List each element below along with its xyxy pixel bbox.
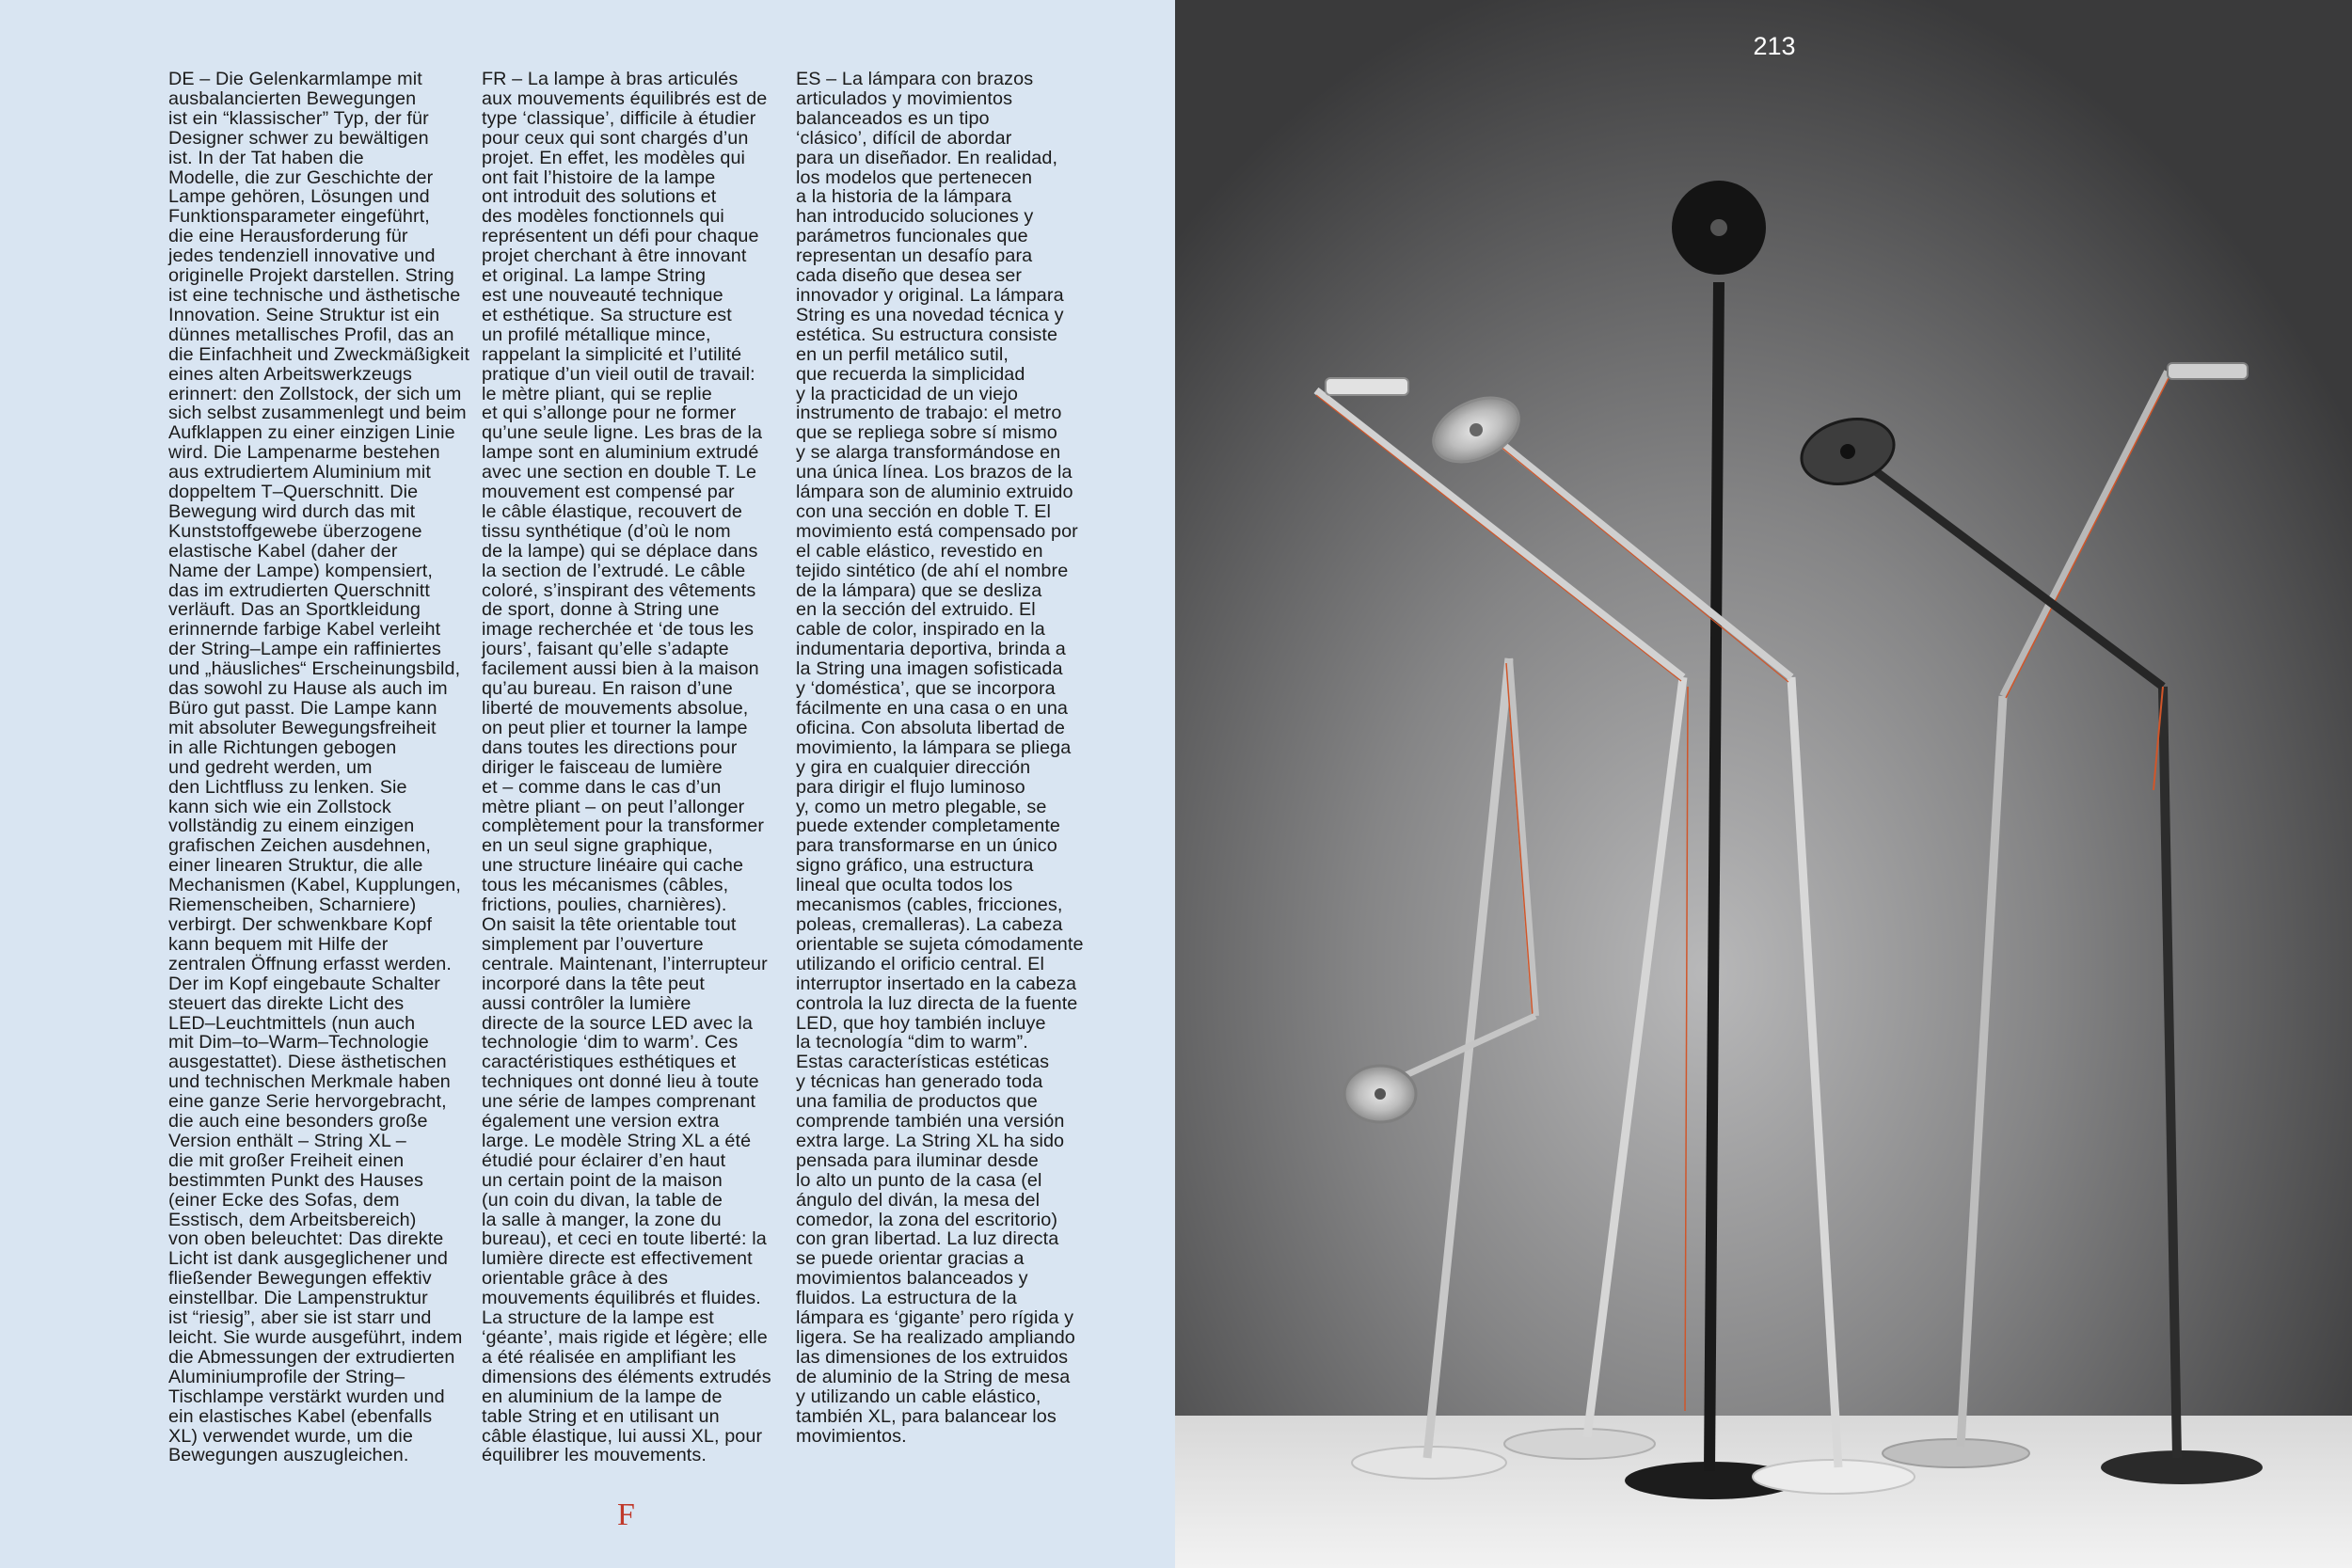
text-column-german: DE – Die Gelenkarmlampe mit ausbalancierten Bewegungen ist ein “klassischer” Typ, der für Designer schwer zu bewältigen ist. In der Tat haben die Modelle, die zur Geschichte der Lampe gehören, Lösungen und Funktionsparameter eingeführt, die eine Herausforderung für jedes tendenziell innovative und originelle Projekt darstellen. String ist eine technische und ästhetische Innovation. Seine Struktur ist ein dünnes metallisches Profil, das an die Einfachheit und Zweckmäßigkeit eines alten Arbeitswerkzeugs erinnert: den Zollstock, der sich um sich selbst zusammenlegt und beim Aufklappen zu einer einzigen Linie wird. Die Lampenarme bestehen aus extrudiertem Aluminium mit doppeltem T–Querschnitt. Die Bewegung wird durch das mit Kunststoffgewebe überzogene elastische Kabel (daher der Name der Lampe) kompensiert, das im extrudierten Querschnitt verläuft. Das an Sportkleidung erinnernde farbige Kabel verleiht der String–Lampe ein raffiniertes und „häusliches“ Erscheinungsbild, das sowohl zu Hause als auch im Büro gut passt. Die Lampe kann mit absoluter Bewegungsfreiheit in alle Richtungen gebogen und gedreht werden, um den Lichtfluss zu lenken. Sie kann sich wie ein Zollstock vollständig zu einem einzigen grafischen Zeichen ausdehnen, einer linearen Struktur, die alle Mechanismen (Kabel, Kupplungen, Riemenscheiben, Scharniere) verbirgt. Der schwenkbare Kopf kann bequem mit Hilfe der zentralen Öffnung erfasst werden. Der im Kopf eingebaute Schalter steuert das direkte Licht des LED–Leuchtmittels (nun auch mit Dim–to–Warm–Technologie ausgestattet). Diese ästhetischen und technischen Merkmale haben eine ganze Serie hervorgebracht, die auch eine besonders große Version enthält – String XL – die mit großer Freiheit einen bestimmten Punkt des Hauses (einer Ecke des Sofas, dem Esstisch, dem Arbeitsbereich) von oben beleuchtet: Das direkte Licht ist dank ausgeglichener und fließender Bewegungen effektiv einstellbar. Die Lampenstruktur ist “riesig”, aber sie ist starr und leicht. Sie wurde ausgeführt, indem die Abmessungen der extrudierten Aluminiumprofile der String– Tischlampe verstärkt wurden und ein elastisches Kabel (ebenfalls XL) verwendet wurde, um die Bewegungen auszugleichen. [168,69,470,1466]
left-page [0,0,1175,1568]
text-column-french: FR – La lampe à bras articulés aux mouvements équilibrés est de type ‘classique’, difficile à étudier pour ceux qui sont chargés d’un projet. En effet, les modèles qui ont fait l’histoire de la lampe ont introduit des solutions et des modèles fonctionnels qui représentent un défi pour chaque projet cherchant à être innovant et original. La lampe String est une nouveauté technique et esthétique. Sa structure est un profilé métallique mince, rappelant la simplicité et l’utilité pratique d’un vieil outil de travail: le mètre pliant, qui se replie et qui s’allonge pour ne former qu’une seule ligne. Les bras de la lampe sont en aluminium extrudé avec une section en double T. Le mouvement est compensé par le câble élastique, recouvert de tissu synthétique (d’où le nom de la lampe) qui se déplace dans la section de l’extrudé. Le câble coloré, s’inspirant des vêtements de sport, donne à String une image recherchée et ‘de tous les jours’, faisant qu’elle s’adapte facilement aussi bien à la maison qu’au bureau. En raison d’une liberté de mouvements absolue, on peut plier et tourner la lampe dans toutes les directions pour diriger le faisceau de lumière et – comme dans le cas d’un mètre pliant – on peut l’allonger complètement pour la transformer en un seul signe graphique, une structure linéaire qui cache tous les mécanismes (câbles, frictions, poulies, charnières). On saisit la tête orientable tout simplement par l’ouverture centrale. Maintenant, l’interrupteur incorporé dans la tête peut aussi contrôler la lumière directe de la source LED avec la technologie ‘dim to warm’. Ces caractéristiques esthétiques et techniques ont donné lieu à toute une série de lampes comprenant également une version extra large. Le modèle String XL a été étudié pour éclairer d’en haut un certain point de la maison (un coin du divan, la table de la salle à manger, la zone du bureau), et ceci en toute liberté: la lumière directe est effectivement orientable grâce à des mouvements équilibrés et fluides. La structure de la lampe est ‘géante’, mais rigide et légère; elle a été réalisée en amplifiant les dimensions des éléments extrudés en aluminium de la lampe de table String et en utilisant un câble élastique, lui aussi XL, pour équilibrer les mouvements. [482,69,771,1466]
string-lamps-photo [1175,0,2352,1568]
section-letter-f: F [617,1497,635,1532]
right-page-photo [1175,0,2352,1568]
text-column-spanish: ES – La lámpara con brazos articulados y movimientos balanceados es un tipo ‘clásico’, difícil de abordar para un diseñador. En realidad, los modelos que pertenecen a la historia de la lámpara han introducido soluciones y parámetros funcionales que representan un desafío para cada diseño que desea ser innovador y original. La lámpara String es una novedad técnica y estética. Su estructura consiste en un perfil metálico sutil, que recuerda la simplicidad y la practicidad de un viejo instrumento de trabajo: el metro que se repliega sobre sí mismo y se alarga transformándose en una única línea. Los brazos de la lámpara son de aluminio extruido con una sección en doble T. El movimiento está compensado por el cable elástico, revestido en tejido sintético (de ahí el nombre de la lámpara) que se desliza en la sección del extruido. El cable de color, inspirado en la indumentaria deportiva, brinda a la String una imagen sofisticada y ‘doméstica’, que se incorpora fácilmente en una casa o en una oficina. Con absoluta libertad de movimiento, la lámpara se pliega y gira en cualquier dirección para dirigir el flujo luminoso y, como un metro plegable, se puede extender completamente para transformarse en un único signo gráfico, una estructura lineal que oculta todos los mecanismos (cables, fricciones, poleas, cremalleras). La cabeza orientable se sujeta cómodamente utilizando el orificio central. El interruptor insertado en la cabeza controla la luz directa de la fuente LED, que hoy también incluye la tecnología “dim to warm”. Estas características estéticas y técnicas han generado toda una familia de productos que comprende también una versión extra large. La String XL ha sido pensada para iluminar desde lo alto un punto de la casa (el ángulo del diván, la mesa del comedor, la zona del escritorio) con gran libertad. La luz directa se puede orientar gracias a movimientos balanceados y fluidos. La estructura de la lámpara es ‘gigante’ pero rígida y ligera. Se ha realizado ampliando las dimensiones de los extruidos de aluminio de la String de mesa y utilizando un cable elástico, también XL, para balancear los movimientos. [796,69,1084,1447]
page-number: 213 [1753,32,1796,60]
